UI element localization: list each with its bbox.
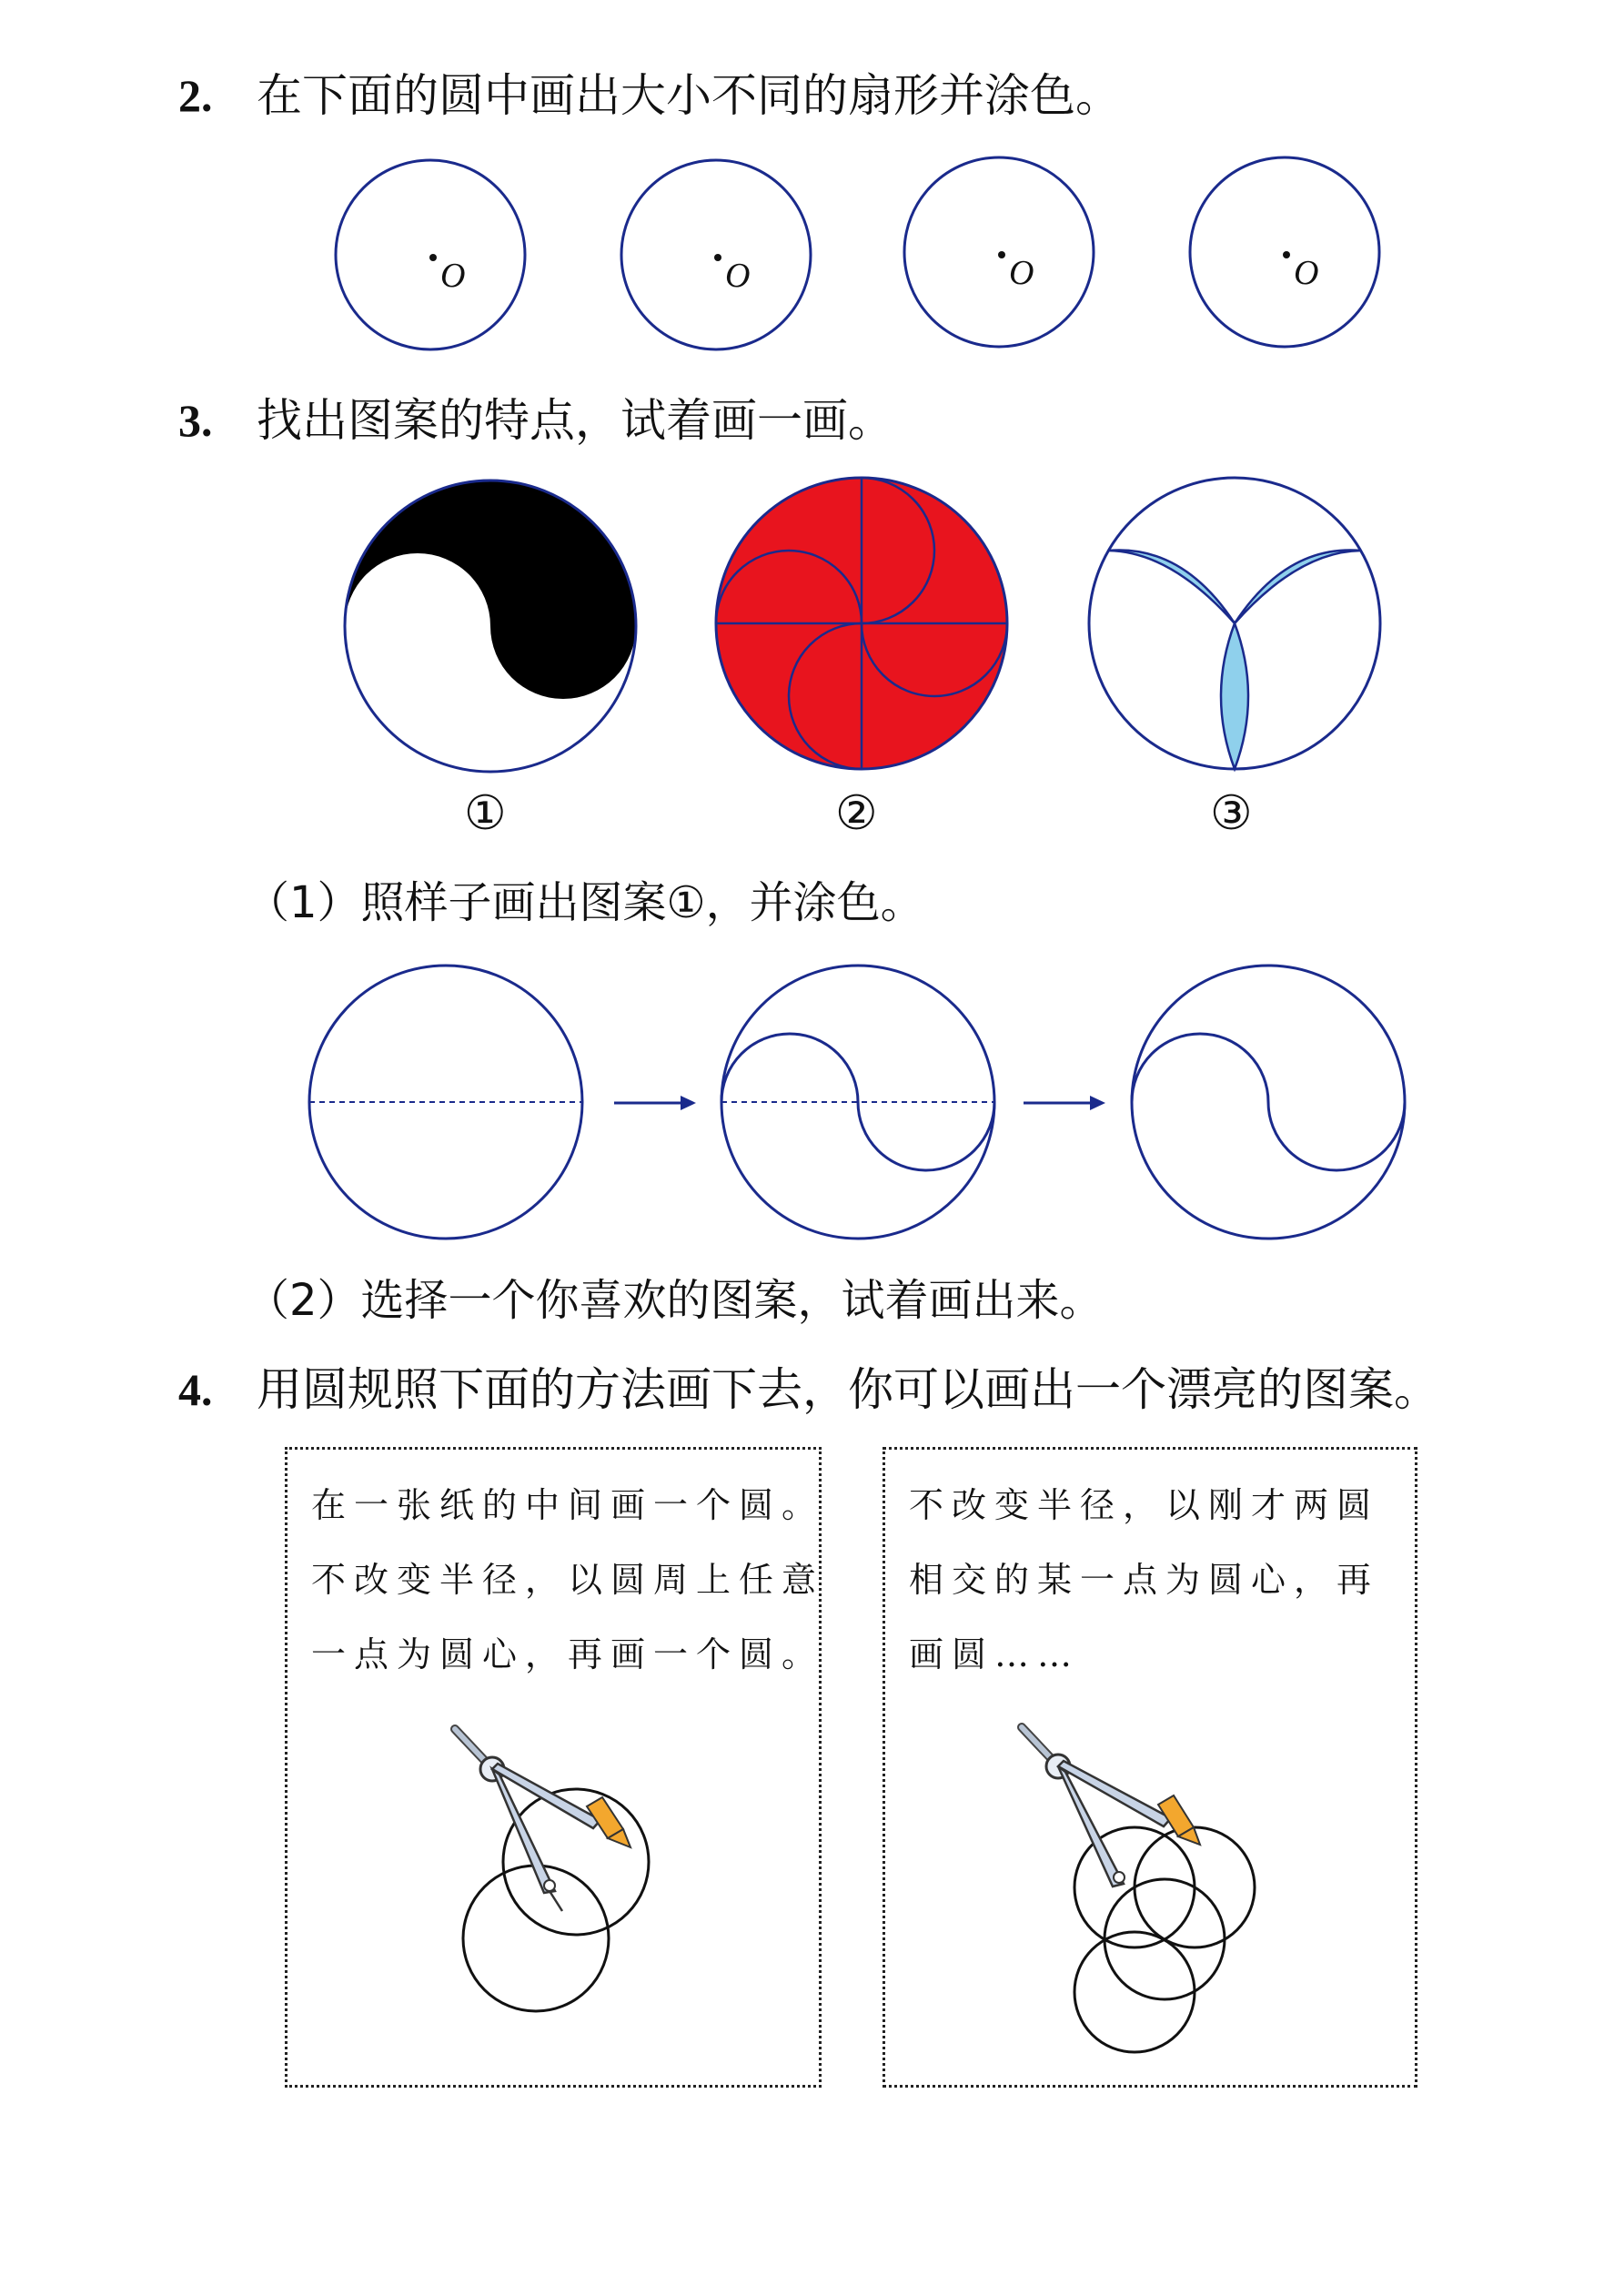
center-dot	[714, 254, 721, 261]
q4-box-2	[883, 1447, 1417, 2088]
arrow-icon	[681, 1096, 696, 1110]
center-label: O	[725, 257, 751, 295]
step-arrows	[614, 1096, 1105, 1110]
box1-line-2: 不改变半径，以圆周上任意	[311, 1560, 825, 1600]
pattern-label-1: ①	[464, 786, 507, 841]
center-dot	[998, 251, 1005, 258]
q2-text: 在下面的圆中画出大小不同的扇形并涂色。	[257, 69, 1121, 122]
steps-row	[309, 966, 1405, 1239]
box1-line-3: 一点为圆心，再画一个圆。	[311, 1634, 825, 1674]
petal	[1221, 623, 1248, 769]
q3-text: 找出图案的特点，试着画一画。	[257, 394, 893, 447]
center-label: O	[440, 257, 466, 295]
q3-number: 3.	[178, 395, 213, 446]
pattern-1-black-region	[345, 480, 636, 699]
q4-number: 4.	[178, 1364, 213, 1415]
center-dot	[429, 254, 437, 261]
center-label: O	[1009, 254, 1034, 292]
q4-box-1	[285, 1447, 825, 2088]
box2-text	[909, 1468, 1379, 1692]
pattern-3-petals	[1089, 478, 1380, 769]
arrow-icon	[1090, 1096, 1105, 1110]
box2-line-1: 不改变半径，以刚才两圆	[909, 1485, 1380, 1525]
pattern-2-pinwheel	[716, 478, 1007, 769]
q2-number: 2.	[178, 70, 213, 121]
box2-line-3: 画圆……	[909, 1634, 1081, 1674]
q4-text: 用圆规照下面的方法画下去，你可以画出一个漂亮的图案。	[257, 1363, 1439, 1416]
q3-sub1: （1）照样子画出图案①，并涂色。	[246, 877, 924, 928]
q2-circle-3[interactable]	[904, 157, 1094, 347]
pattern-label-3: ③	[1210, 786, 1253, 841]
step-3-s-curve	[1132, 1034, 1405, 1170]
q3-sub2: （2）选择一个你喜欢的图案，试着画出来。	[246, 1275, 1104, 1326]
petal	[1235, 550, 1361, 623]
box1-line-1: 在一张纸的中间画一个圆。	[311, 1485, 825, 1525]
pattern-label-2: ②	[835, 786, 878, 841]
center-dot	[1283, 251, 1290, 258]
q2-centers	[429, 251, 1290, 261]
q2-circle-1[interactable]	[336, 160, 525, 349]
box1-text	[311, 1468, 824, 1692]
petal	[1108, 550, 1235, 623]
center-label: O	[1294, 254, 1319, 292]
q2-circles	[336, 157, 1379, 349]
box2-line-2: 相交的某一点为圆心，再	[909, 1560, 1380, 1600]
pattern-1-yinyang	[345, 480, 636, 772]
